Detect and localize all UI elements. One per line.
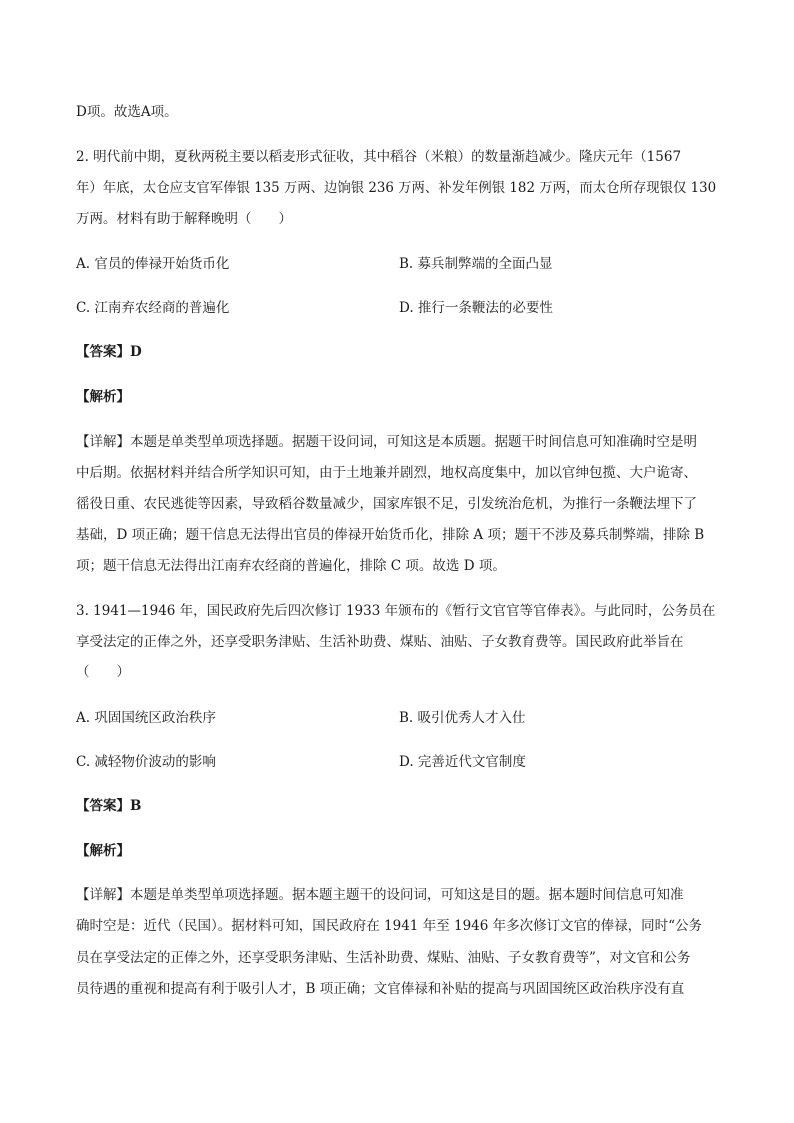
question-2-detail-line: 项；题干信息无法得出江南弃农经商的普遍化，排除 C 项。故选 D 项。 — [76, 558, 506, 574]
question-2-detail-line: 【详解】本题是单类型单项选择题。据题干设问词，可知这是本质题。据题干时间信息可知准确时空是明 — [76, 434, 697, 450]
question-2-detail-line: 徭役日重、农民逃徙等因素，导致稻谷数量减少，国家库银不足，引发统治危机，为推行一条鞭法埋下了 — [76, 496, 697, 512]
question-3-option-d: D. 完善近代文官制度 — [399, 754, 526, 770]
question-2-option-a: A. 官员的俸禄开始货币化 — [76, 256, 230, 272]
question-2-option-b: B. 募兵制弊端的全面凸显 — [399, 256, 553, 272]
question-3-detail-line: 【详解】本题是单类型单项选择题。据本题主题干的设问词，可知这是目的题。据本题时间信息可知准 — [76, 887, 684, 903]
question-3-stem-line: 3. 1941—1946 年，国民政府先后四次修订 1933 年颁布的《暂行文官官等官俸表》。与此同时，公务员在 — [76, 603, 716, 619]
question-2-option-c: C. 江南弃农经商的普遍化 — [76, 300, 230, 316]
question-3-detail-line: 确时空是：近代（民国）。据材料可知，国民政府在 1941 年至 1946 年多次修订文官的俸禄，同时“公务 — [76, 918, 703, 934]
question-2-answer: 【答案】D — [76, 344, 142, 360]
question-3-stem-line: （ ） — [76, 664, 130, 680]
question-2-stem-line: 年）年底，太仓应支官军俸银 135 万两、边饷银 236 万两、补发年例银 182 万两，而太仓所存现银仅 130 — [76, 180, 717, 196]
question-3-detail-line: 员在享受法定的正俸之外，还享受职务津贴、生活补助费、煤贴、油贴、子女教育费等”，对文官和公务 — [76, 950, 691, 966]
question-2-option-d: D. 推行一条鞭法的必要性 — [399, 300, 553, 316]
question-2-analysis-label: 【解析】 — [76, 389, 130, 405]
question-2-detail-line: 基础，D 项正确；题干信息无法得出官员的俸禄开始货币化，排除 A 项；题干不涉及募兵制弊端，排除 B — [76, 527, 705, 543]
question-3-option-a: A. 巩固国统区政治秩序 — [76, 710, 216, 726]
intro-line: D项。故选A项。 — [76, 104, 178, 120]
question-3-option-b: B. 吸引优秀人才入仕 — [399, 710, 526, 726]
question-3-option-c: C. 减轻物价波动的影响 — [76, 754, 216, 770]
question-2-stem-line: 2. 明代前中期，夏秋两税主要以稻麦形式征收，其中稻谷（米粮）的数量渐趋减少。隆庆元年（1567 — [76, 149, 682, 165]
question-3-stem-line: 享受法定的正俸之外，还享受职务津贴、生活补助费、煤贴、油贴、子女教育费等。国民政府此举旨在 — [76, 634, 684, 650]
question-3-answer: 【答案】B — [76, 798, 142, 814]
question-3-analysis-label: 【解析】 — [76, 843, 130, 859]
question-3-detail-line: 员待遇的重视和提高有利于吸引人才，B 项正确；文官俸禄和补贴的提高与巩固国统区政治秩序没有直 — [76, 981, 685, 997]
question-2-stem-line: 万两。材料有助于解释晚明（ ） — [76, 211, 292, 227]
question-2-detail-line: 中后期。依据材料并结合所学知识可知，由于土地兼并剧烈，地权高度集中，加以官绅包揽、大户诡寄、 — [76, 465, 697, 481]
